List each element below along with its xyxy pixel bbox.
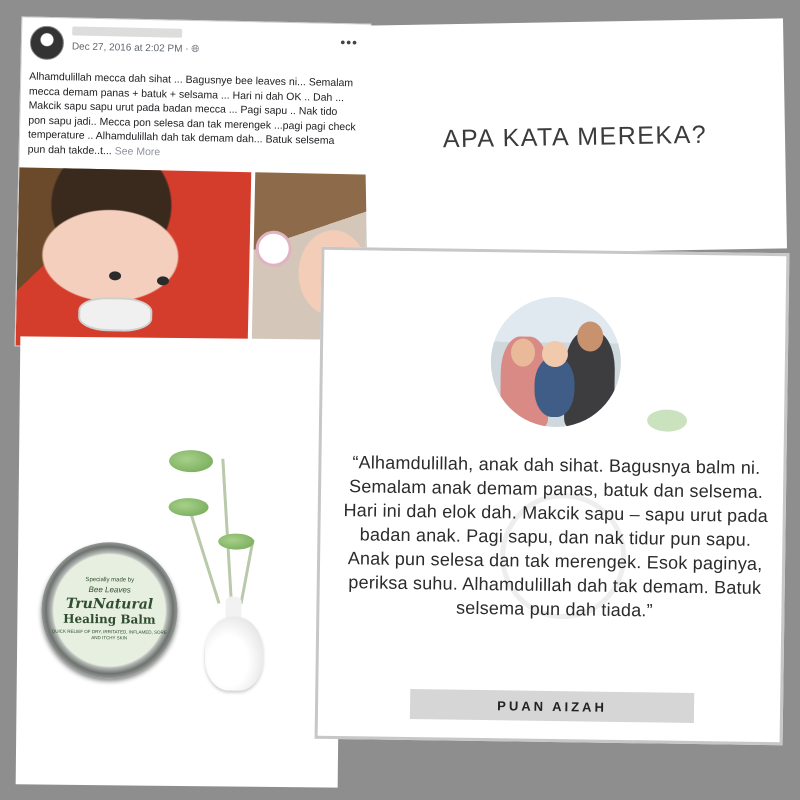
author-name: PUAN AIZAH <box>497 697 608 715</box>
product-description: QUICK RELIEF OF DRY, IRRITATED, INFLAMED, SORE AND ITCHY SKIN <box>51 628 167 641</box>
pacifier-detail <box>78 297 153 333</box>
photo-detail <box>157 276 169 285</box>
product-name: Healing Balm <box>63 611 156 627</box>
globe-icon: 🌐︎ <box>191 43 200 56</box>
more-dots-icon[interactable]: ••• <box>340 34 359 51</box>
brand-name: TruNatural <box>65 595 154 613</box>
profile-name-blurred <box>72 26 182 37</box>
author-badge <box>410 689 694 723</box>
made-by-text: Specially made by <box>85 577 135 584</box>
profile-avatar[interactable] <box>30 26 65 61</box>
bee-leaves-logo: Bee Leaves <box>88 585 131 595</box>
leaf-icon <box>168 498 208 516</box>
facebook-post-panel <box>15 16 372 353</box>
watermark-leaf <box>647 409 687 432</box>
page-title: APA KATA MEREKA? <box>442 120 708 153</box>
post-body: Alhamdulillah mecca dah sihat ... Bagusnye bee leaves ni... Semalam mecca demam panas + batuk + selsama ... Hari ni dah OK .. Dah ... Makcik sapu sapu urut pada badan mecca ... Pagi sapu .. Nak tido pon sapu jadi.. Mecca pon selesa dan tak merengek ...pagi pagi check temperature .. Alhamdulillah dah tak demam dah... Batuk selsema pun dah takde..t... See More <box>27 70 356 158</box>
baby-photo-main[interactable] <box>16 167 252 352</box>
product-panel <box>16 336 343 787</box>
post-header <box>30 26 361 69</box>
post-date[interactable]: Dec 27, 2016 at 2:02 PM · 🌐︎ <box>71 41 200 56</box>
plant-stem <box>221 459 232 599</box>
testimonial-panel <box>315 247 790 745</box>
vase <box>205 616 264 691</box>
title-panel <box>363 18 787 255</box>
leaf-icon <box>169 450 213 472</box>
leaf-icon <box>218 533 254 549</box>
photo-detail <box>109 271 121 280</box>
balm-jar-detail <box>255 230 292 267</box>
balm-label <box>50 577 169 642</box>
see-more-link[interactable]: See More <box>114 144 161 158</box>
plant-stem <box>189 512 220 604</box>
customer-photo <box>490 296 622 428</box>
testimonial-quote: “Alhamdulillah, anak dah sihat. Bagusnya balm ni. Semalam anak demam panas, batuk dan selsema. Hari ini dah elok dah. Makcik sapu – sapu urut pada badan anak. Pagi sapu, dan nak tidur pun sapu. Anak pun selesa dan tak merengek. Esok paginya, periksa suhu. Alhamdulillah dah tak demam. Batuk selsema pun dah tiada.” <box>343 452 769 621</box>
